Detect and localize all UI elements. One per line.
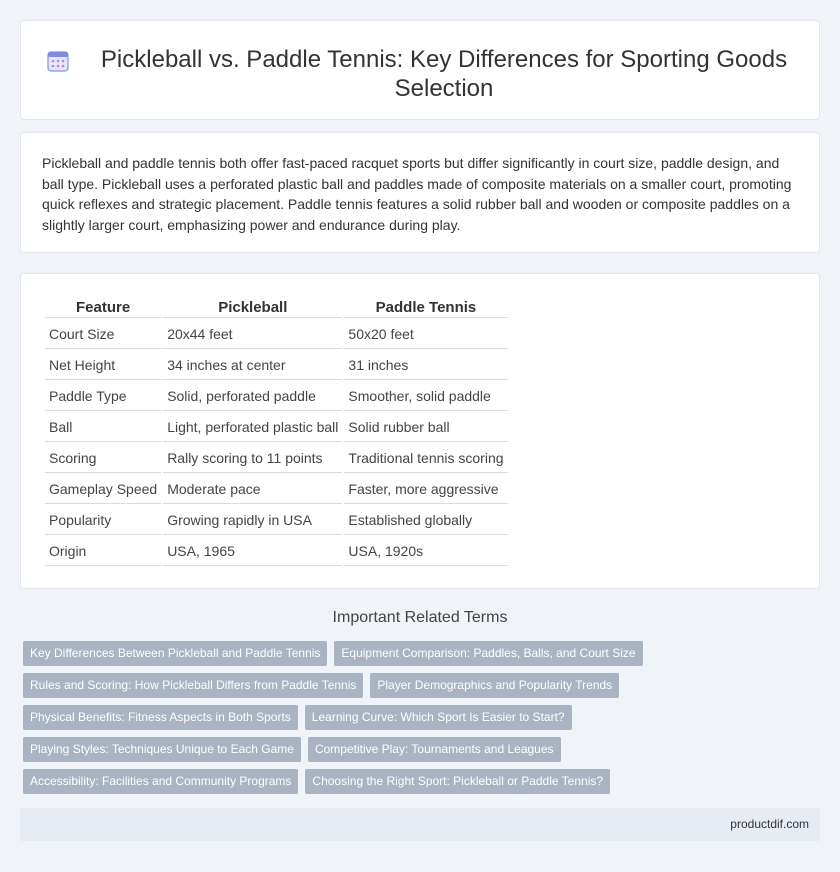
table-row — [45, 320, 508, 349]
related-term-tag[interactable]: Playing Styles: Techniques Unique to Each Game — [23, 737, 301, 762]
related-term-tag[interactable]: Key Differences Between Pickleball and Paddle Tennis — [23, 641, 327, 666]
table-row — [45, 506, 508, 535]
table-cell: Solid, perforated paddle — [163, 382, 342, 411]
comparison-card — [20, 273, 820, 589]
footer — [20, 808, 820, 841]
table-row — [45, 475, 508, 504]
related-term-tag[interactable]: Rules and Scoring: How Pickleball Differs from Paddle Tennis — [23, 673, 363, 698]
table-cell: Court Size — [45, 320, 161, 349]
related-term-tag[interactable]: Equipment Comparison: Paddles, Balls, and Court Size — [334, 641, 642, 666]
table-cell: Origin — [45, 537, 161, 566]
intro-paragraph: Pickleball and paddle tennis both offer fast-paced racquet sports but differ significantly in court size, paddle design, and ball type. Pickleball uses a perforated plastic ball and paddles made of composite materials on a smaller court, promoting quick reflexes and strategic placement. Paddle tennis features a solid rubber ball and wooden or composite paddles on a slightly larger court, emphasizing power and endurance during play. — [42, 155, 792, 233]
related-term-tag[interactable]: Player Demographics and Popularity Trends — [370, 673, 619, 698]
table-cell: USA, 1965 — [163, 537, 342, 566]
tag-row — [23, 673, 823, 698]
related-term-tag[interactable]: Physical Benefits: Fitness Aspects in Both Sports — [23, 705, 298, 730]
table-cell: Growing rapidly in USA — [163, 506, 342, 535]
table-row — [45, 413, 508, 442]
table-cell: Paddle Type — [45, 382, 161, 411]
table-cell: Ball — [45, 413, 161, 442]
table-row — [45, 444, 508, 473]
table-row — [45, 382, 508, 411]
tag-row — [23, 705, 823, 730]
table-header-row — [45, 297, 508, 318]
related-term-tag[interactable]: Accessibility: Facilities and Community Programs — [23, 769, 298, 794]
related-term-tag[interactable]: Learning Curve: Which Sport Is Easier to Start? — [305, 705, 572, 730]
tag-row — [23, 769, 823, 794]
table-row — [45, 537, 508, 566]
table-cell: Smoother, solid paddle — [344, 382, 507, 411]
table-cell: Scoring — [45, 444, 161, 473]
intro-card — [20, 132, 820, 253]
tag-row — [23, 641, 823, 666]
table-row — [45, 351, 508, 380]
table-cell: 31 inches — [344, 351, 507, 380]
page-title: Pickleball vs. Paddle Tennis: Key Differences for Sporting Goods Selection — [100, 46, 788, 102]
column-header-pickleball: Pickleball — [163, 297, 342, 318]
table-cell: Faster, more aggressive — [344, 475, 507, 504]
table-cell: Rally scoring to 11 points — [163, 444, 342, 473]
calendar-icon — [46, 49, 70, 73]
related-terms-heading: Important Related Terms — [332, 609, 508, 626]
table-cell: Established globally — [344, 506, 507, 535]
table-cell: Moderate pace — [163, 475, 342, 504]
column-header-feature: Feature — [45, 297, 161, 318]
related-term-tag[interactable]: Competitive Play: Tournaments and Leagues — [308, 737, 561, 762]
related-terms-list — [23, 641, 823, 801]
table-cell: Light, perforated plastic ball — [163, 413, 342, 442]
tag-row — [23, 737, 823, 762]
table-cell: Traditional tennis scoring — [344, 444, 507, 473]
related-term-tag[interactable]: Choosing the Right Sport: Pickleball or Paddle Tennis? — [305, 769, 610, 794]
table-cell: 50x20 feet — [344, 320, 507, 349]
table-cell: Net Height — [45, 351, 161, 380]
table-cell: Gameplay Speed — [45, 475, 161, 504]
table-cell: Popularity — [45, 506, 161, 535]
table-cell: USA, 1920s — [344, 537, 507, 566]
comparison-table — [43, 295, 510, 568]
title-card — [20, 20, 820, 120]
table-cell: Solid rubber ball — [344, 413, 507, 442]
table-cell: 20x44 feet — [163, 320, 342, 349]
table-cell: 34 inches at center — [163, 351, 342, 380]
column-header-paddle-tennis: Paddle Tennis — [344, 297, 507, 318]
footer-site-name: productdif.com — [730, 817, 809, 831]
